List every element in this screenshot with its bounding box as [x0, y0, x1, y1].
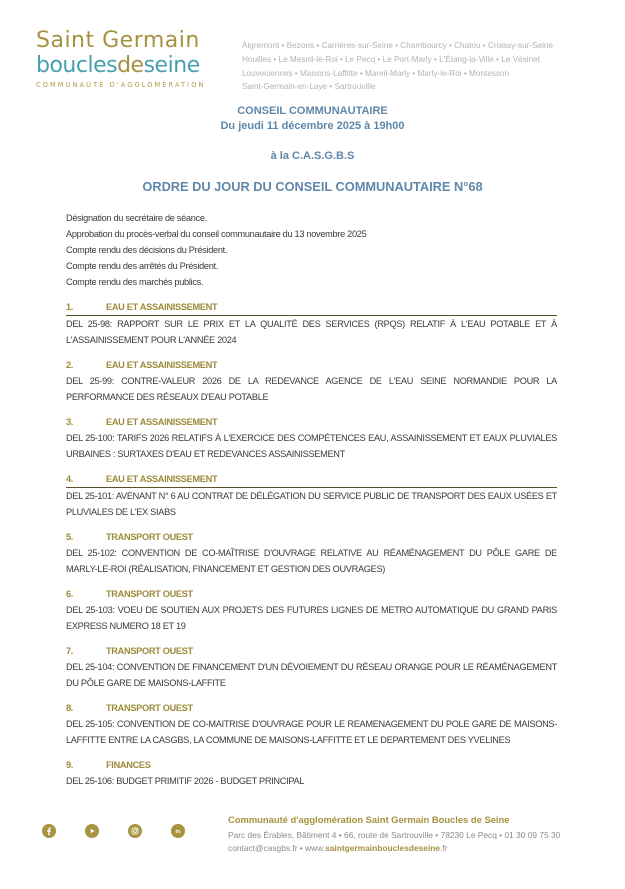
agenda-item-category: EAU ET ASSAINISSEMENT — [106, 360, 218, 370]
agenda-item-number: 7. — [66, 646, 74, 656]
agenda-item-number: 6. — [66, 589, 74, 599]
agenda-item-text: DEL 25-100: TARIFS 2026 RELATIFS À L'EXERCICE DES COMPÉTENCES EAU, ASSAINISSEMENT ET EAUX PLUVIALES URBAINES : SURTAXES D'EAU ET REDEVANCES ASSAINISSEMENT — [66, 433, 557, 459]
footer-address: Parc des Érables, Bâtiment 4 • 66, route de Sartrouville • 78230 Le Pecq • 01 30 09 75 30 — [228, 830, 561, 840]
logo-tagline: COMMUNAUTÉ D'AGGLOMÉRATION — [36, 81, 206, 89]
agenda-item-heading — [66, 700, 557, 716]
agenda-item-number: 5. — [66, 532, 74, 542]
agenda-list — [66, 299, 557, 789]
agenda-item-4 — [66, 471, 557, 520]
agenda-item-7 — [66, 643, 557, 691]
agenda-item-text: DEL 25-101: AVENANT N° 6 AU CONTRAT DE DÉLÉGATION DU SERVICE PUBLIC DE TRANSPORT DES EAUX USÉES ET PLUVIALES DE L'EX SIABS — [66, 491, 557, 517]
agenda-item-number: 4. — [66, 474, 74, 484]
agenda-item-category: TRANSPORT OUEST — [106, 646, 193, 656]
preliminary-line: Désignation du secrétaire de séance. — [66, 213, 207, 223]
document-footer — [0, 810, 625, 855]
agenda-item-category: TRANSPORT OUEST — [106, 589, 193, 599]
footer-contact-block — [228, 810, 560, 855]
agenda-item-number: 3. — [66, 417, 74, 427]
website-suffix: .fr — [440, 843, 448, 853]
agenda-item-number: 2. — [66, 360, 74, 370]
agenda-item-category: EAU ET ASSAINISSEMENT — [106, 417, 218, 427]
preliminary-line: Approbation du procès-verbal du conseil communautaire du 13 novembre 2025 — [66, 229, 367, 239]
document-body — [66, 210, 557, 789]
agenda-item-text: DEL 25-99: CONTRE-VALEUR 2026 DE LA REDEVANCE AGENCE DE L'EAU SEINE NORMANDIE POUR LA PERFORMANCE DES RÉSEAUX D'EAU POTABLE — [66, 376, 557, 402]
agenda-item-3 — [66, 414, 557, 462]
communes-line: Aigremont • Bezons • Carrières-sur-Seine • Chambourcy • Chatou • Croissy-sur-Seine — [242, 41, 554, 50]
footer-website-link[interactable] — [305, 843, 447, 853]
agenda-item-9 — [66, 757, 557, 789]
footer-separator: • — [297, 843, 306, 853]
website-name: saintgermainbouclesdeseine — [325, 843, 441, 853]
preliminary-items — [66, 210, 557, 290]
agenda-item-category: FINANCES — [106, 760, 151, 770]
agenda-item-number: 9. — [66, 760, 74, 770]
linkedin-icon[interactable] — [171, 824, 185, 838]
agenda-item-text: DEL 25-106: BUDGET PRIMITIF 2026 - BUDGET PRINCIPAL — [66, 776, 305, 786]
agenda-item-category: TRANSPORT OUEST — [106, 703, 193, 713]
agenda-item-heading — [66, 757, 557, 773]
org-logo — [36, 28, 216, 88]
page-title: ORDRE DU JOUR DU CONSEIL COMMUNAUTAIRE N°68 — [142, 179, 483, 194]
communes-line: Saint-Germain-en-Laye • Sartrouville — [242, 82, 376, 92]
document-header-row — [0, 0, 625, 92]
agenda-item-category: EAU ET ASSAINISSEMENT — [106, 474, 218, 484]
preliminary-line: Compte rendu des décisions du Président. — [66, 245, 228, 255]
agenda-item-category: TRANSPORT OUEST — [106, 532, 193, 542]
youtube-icon[interactable] — [85, 824, 99, 838]
meeting-place: à la C.A.S.G.B.S — [270, 150, 355, 162]
logo-part-boucles: boucles — [36, 53, 118, 78]
agenda-item-text: DEL 25-98: RAPPORT SUR LE PRIX ET LA QUALITÉ DES SERVICES (RPQS) RELATIF À L'EAU POTABLE ET À L'ASSAINISSEMENT POUR L'ANNÉE 2024 — [66, 319, 557, 345]
agenda-item-heading — [66, 643, 557, 659]
preliminary-line: Compte rendu des marchés publics. — [66, 277, 204, 287]
logo-part-de: de — [117, 53, 144, 78]
agenda-item-text: DEL 25-104: CONVENTION DE FINANCEMENT D'UN DÉVOIEMENT DU RÉSEAU ORANGE POUR LE RÉAMÉNAGEMENT DU PÔLE GARE DE MAISONS-LAFFITE — [66, 662, 557, 688]
svg-text:in: in — [175, 829, 181, 836]
logo-text-bouclesdeseine — [36, 53, 216, 78]
agenda-item-number: 1. — [66, 302, 74, 312]
footer-org-name: Communauté d'agglomération Saint Germain Boucles de Seine — [228, 814, 510, 825]
social-icons — [0, 810, 228, 855]
agenda-item-number: 8. — [66, 703, 74, 713]
instagram-icon[interactable] — [128, 824, 142, 838]
agenda-item-text: DEL 25-105: CONVENTION DE CO-MAITRISE D'OUVRAGE POUR LE REAMENAGEMENT DU POLE GARE DE MAISONS-LAFFITTE ENTRE LA CASGBS, LA COMMUNE DE MAISONS-LAFFITTE ET LE DEPARTEMENT DES YVELINES — [66, 719, 557, 745]
agenda-item-heading — [66, 357, 557, 373]
agenda-item-5 — [66, 529, 557, 577]
website-prefix: www. — [305, 843, 326, 853]
agenda-item-category: EAU ET ASSAINISSEMENT — [106, 302, 218, 312]
meeting-date: Du jeudi 11 décembre 2025 à 19h00 — [220, 120, 405, 132]
agenda-item-text: DEL 25-103: VOEU DE SOUTIEN AUX PROJETS DES FUTURES LIGNES DE METRO AUTOMATIQUE DU GRAND PARIS EXPRESS NUMERO 18 ET 19 — [66, 605, 557, 631]
agenda-item-2 — [66, 357, 557, 405]
facebook-icon[interactable] — [42, 824, 56, 838]
member-communes-list — [216, 28, 605, 92]
agenda-item-text: DEL 25-102: CONVENTION DE CO-MAÎTRISE D'OUVRAGE RELATIVE AU RÉAMÉNAGEMENT DU PÔLE GARE DE MARLY-LE-ROI (RÉALISATION, FINANCEMENT ET GESTION DES OUVRAGES) — [66, 548, 557, 574]
communes-line: Houilles • Le Mesnil-le-Roi • Le Pecq • Le Port-Marly • L'Étang-la-Ville • Le Vésinet — [242, 54, 540, 64]
footer-email[interactable]: contact@casgbs.fr — [228, 843, 298, 853]
meeting-type-heading: CONSEIL COMMUNAUTAIRE — [237, 105, 388, 117]
agenda-item-6 — [66, 586, 557, 634]
agenda-item-1 — [66, 299, 557, 348]
agenda-item-heading — [66, 586, 557, 602]
preliminary-line: Compte rendu des arrêtés du Président. — [66, 261, 219, 271]
footer-contact-line — [228, 842, 560, 855]
logo-text-saint-germain: Saint Germain — [36, 28, 200, 53]
agenda-item-heading — [66, 414, 557, 430]
agenda-item-heading — [66, 471, 557, 488]
agenda-item-heading — [66, 529, 557, 545]
agenda-item-8 — [66, 700, 557, 748]
logo-part-seine: seine — [143, 53, 200, 78]
communes-line: Louveciennes • Maisons-Laffitte • Mareil-Marly • Marly-le-Roi • Montesson — [242, 68, 510, 78]
agenda-item-heading — [66, 299, 557, 316]
